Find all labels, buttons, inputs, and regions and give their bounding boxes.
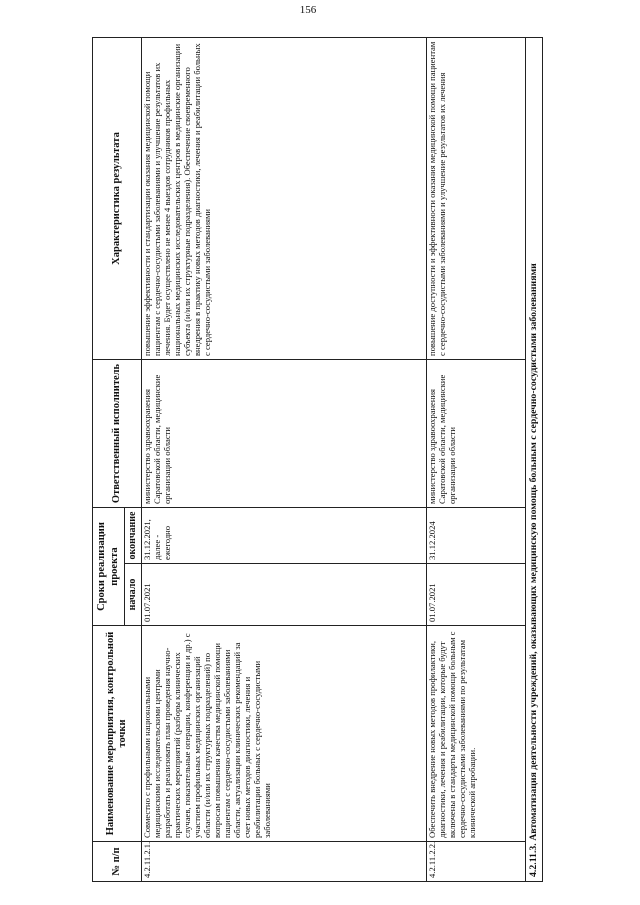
row-start: 01.07.2021 [142, 564, 427, 626]
header-result: Характеристика результата [93, 38, 142, 360]
section-row [526, 38, 543, 882]
row-num: 4.2.11.2.1. [142, 842, 427, 882]
row-result: повышение эффективности и стандартизации оказания медицинской помощи пациентам с сердечно-сосудистыми заболеваниями и улучшение результатов их лечения. Будет осуществлено не менее 4 выездов сотрудников профильных национальных медицинских исследовательских центров в медицинские организации субъекта (и/или их структурные подразделения). Обеспечение своевременного внедрения в практику новых методов диагностики, лечения и реабилитации больных с сердечно-сосудистыми заболеваниями [142, 38, 427, 360]
rotated-page-content [92, 3, 548, 882]
row-responsible: министерство здравоохранения Саратовской области, медицинские организации области [427, 360, 526, 508]
row-num: 4.2.11.2.2. [427, 842, 526, 882]
page-number: 156 [299, 3, 317, 16]
row-end: 31.12.2021, далее - ежегодно [142, 508, 427, 564]
row-name: Совместно с профильными национальными медицинскими исследовательскими центрами разработать и реализовать план проведения научно-практических мероприятий (разборы клинических случаев, показательные операции, конференции и др.) с участием профильных медицинских организаций области (и/или их структурных подразделений) по вопросам повышения качества медицинской помощи пациентам с сердечно-сосудистыми заболеваниями области, актуализации клинических рекомендаций за счет новых методов диагностики, лечения и реабилитации больных с сердечно-сосудистыми заболеваниями [142, 626, 427, 842]
header-name: Наименование мероприятия, контрольной точки [93, 626, 142, 842]
section-title: 4.2.11.3. Автоматизация деятельности учреждений, оказывающих медицинскую помощь больным с сердечно-сосудистыми заболеваниями [526, 38, 543, 882]
header-responsible: Ответственный исполнитель [93, 360, 142, 508]
measures-table [92, 37, 543, 882]
row-responsible: министерство здравоохранения Саратовской области, медицинские организации области [142, 360, 427, 508]
table-row [142, 38, 427, 882]
header-start: начало [125, 564, 142, 626]
row-start: 01.07.2021 [427, 564, 526, 626]
header-end: окончание [125, 508, 142, 564]
table-row [427, 38, 526, 882]
row-name: Обеспечить внедрение новых методов профилактики, диагностики, лечения и реабилитации, которые будут включены в стандарты медицинской помощи больным с сердечно-сосудистыми заболеваниями по результатам клинической апробации. [427, 626, 526, 842]
row-end: 31.12.2024 [427, 508, 526, 564]
header-period: Сроки реализации проекта [93, 508, 125, 626]
row-result: повышение доступности и эффективности оказания медицинской помощи пациентам с сердечно-сосудистыми заболеваниями и улучшение результатов их лечения [427, 38, 526, 360]
header-num: № п/п [93, 842, 142, 882]
